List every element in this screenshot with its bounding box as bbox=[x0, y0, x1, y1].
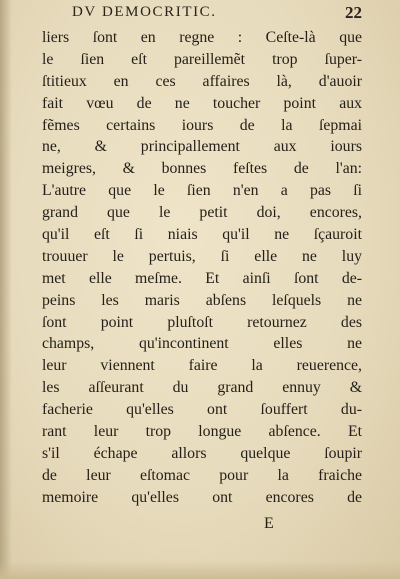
body-text bbox=[42, 27, 362, 509]
text-line: les aſſeurant du grand ennuy & bbox=[42, 379, 362, 397]
text-line: memoire qu'elles ont encores de bbox=[42, 488, 362, 506]
page-bottom-edge bbox=[0, 561, 400, 579]
text-line: de leur eſtomac pour la fraiche bbox=[42, 466, 362, 484]
text-line: ſtitieux en ces affaires là, d'auoir bbox=[42, 72, 362, 90]
text-line: leur viennent faire la reuerence, bbox=[42, 357, 362, 375]
text-line: grand que le petit doi, encores, bbox=[42, 204, 362, 222]
text-line: liers ſont en regne : Ceſte-là que bbox=[42, 29, 362, 46]
page-header bbox=[72, 4, 362, 24]
text-line: ne, & principallement aux iours bbox=[42, 138, 362, 156]
text-line: meigres, & bonnes feſtes de l'an: bbox=[42, 160, 362, 178]
text-line: le ſien eſt pareillemẽt trop ſuper- bbox=[42, 50, 362, 68]
text-line: peins les maris abſens leſquels ne bbox=[42, 291, 362, 309]
gutter-shadow bbox=[0, 0, 12, 579]
text-line: fait vœu de ne toucher point aux bbox=[42, 94, 362, 112]
page-number: 22 bbox=[345, 3, 362, 22]
text-line: fẽmes certains iours de la ſepmai bbox=[42, 116, 362, 134]
running-head: DV DEMOCRITIC. bbox=[72, 4, 217, 20]
text-line: facherie qu'elles ont ſouffert du- bbox=[42, 401, 362, 419]
text-line: ſont point pluſtoſt retournez des bbox=[42, 313, 362, 331]
text-line: champs, qu'incontinent elles ne bbox=[42, 335, 362, 353]
text-line: trouuer le pertuis, ſi elle ne luy bbox=[42, 247, 362, 265]
text-line: rant leur trop longue abſence. Et bbox=[42, 423, 362, 441]
signature-mark: E bbox=[264, 515, 274, 532]
text-line: qu'il eſt ſi niais qu'il ne ſçauroit bbox=[42, 226, 362, 244]
text-line: s'il échape allors quelque ſoupir bbox=[42, 444, 362, 462]
text-line: L'autre que le ſien n'en a pas ſi bbox=[42, 182, 362, 200]
text-line: met elle meſme. Et ainſi ſont de- bbox=[42, 269, 362, 287]
